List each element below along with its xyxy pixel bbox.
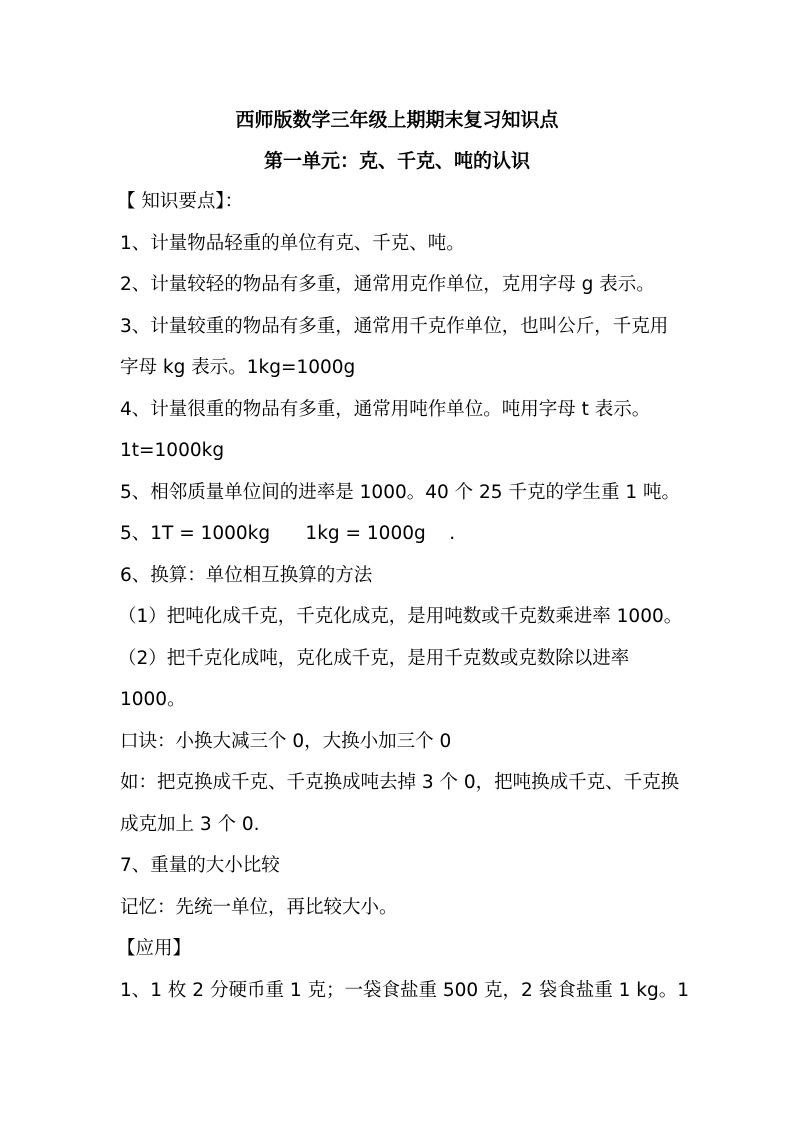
- text-line: 记忆：先统一单位，再比较大小。: [120, 897, 398, 918]
- text-line: 5、相邻质量单位间的进率是 1000。40 个 25 千克的学生重 1 吨。: [120, 482, 680, 503]
- text-line: 5、1T = 1000kg 1kg = 1000g .: [120, 523, 456, 544]
- text-line: 1t=1000kg: [120, 440, 225, 461]
- text-line: （2）把千克化成吨，克化成千克，是用千克数或克数除以进率: [118, 648, 630, 669]
- text-line: 2、计量较轻的物品有多重，通常用克作单位，克用字母 g 表示。: [120, 274, 655, 295]
- text-line: （1）把吨化成千克，千克化成克，是用吨数或千克数乘进率 1000。: [118, 606, 683, 627]
- section-heading-application: 【应用】: [117, 938, 192, 959]
- document-title: 西师版数学三年级上期期末复习知识点: [235, 109, 559, 131]
- text-line: 成克加上 3 个 0.: [120, 814, 260, 835]
- text-line: 字母 kg 表示。1kg=1000g: [120, 357, 356, 378]
- text-line: 7、重量的大小比较: [120, 855, 280, 876]
- document-subtitle: 第一单元：克、千克、吨的认识: [263, 150, 530, 172]
- section-heading-knowledge: 【 知识要点】：: [117, 191, 244, 212]
- text-line: 1、1 枚 2 分硬币重 1 克；一袋食盐重 500 克，2 袋食盐重 1 kg。1: [120, 980, 689, 1001]
- text-line: 口诀：小换大减三个 0，大换小加三个 0: [120, 731, 452, 752]
- text-line: 如：把克换成千克、千克换成吨去掉 3 个 0，把吨换成千克、千克换: [120, 772, 680, 793]
- text-line: 6、换算：单位相互换算的方法: [120, 565, 373, 586]
- text-line: 3、计量较重的物品有多重，通常用千克作单位，也叫公斤，千克用: [120, 316, 669, 337]
- text-line: 4、计量很重的物品有多重，通常用吨作单位。吨用字母 t 表示。: [120, 399, 651, 420]
- text-line: 1、计量物品轻重的单位有克、千克、吨。: [120, 233, 465, 254]
- text-line: 1000。: [120, 689, 186, 710]
